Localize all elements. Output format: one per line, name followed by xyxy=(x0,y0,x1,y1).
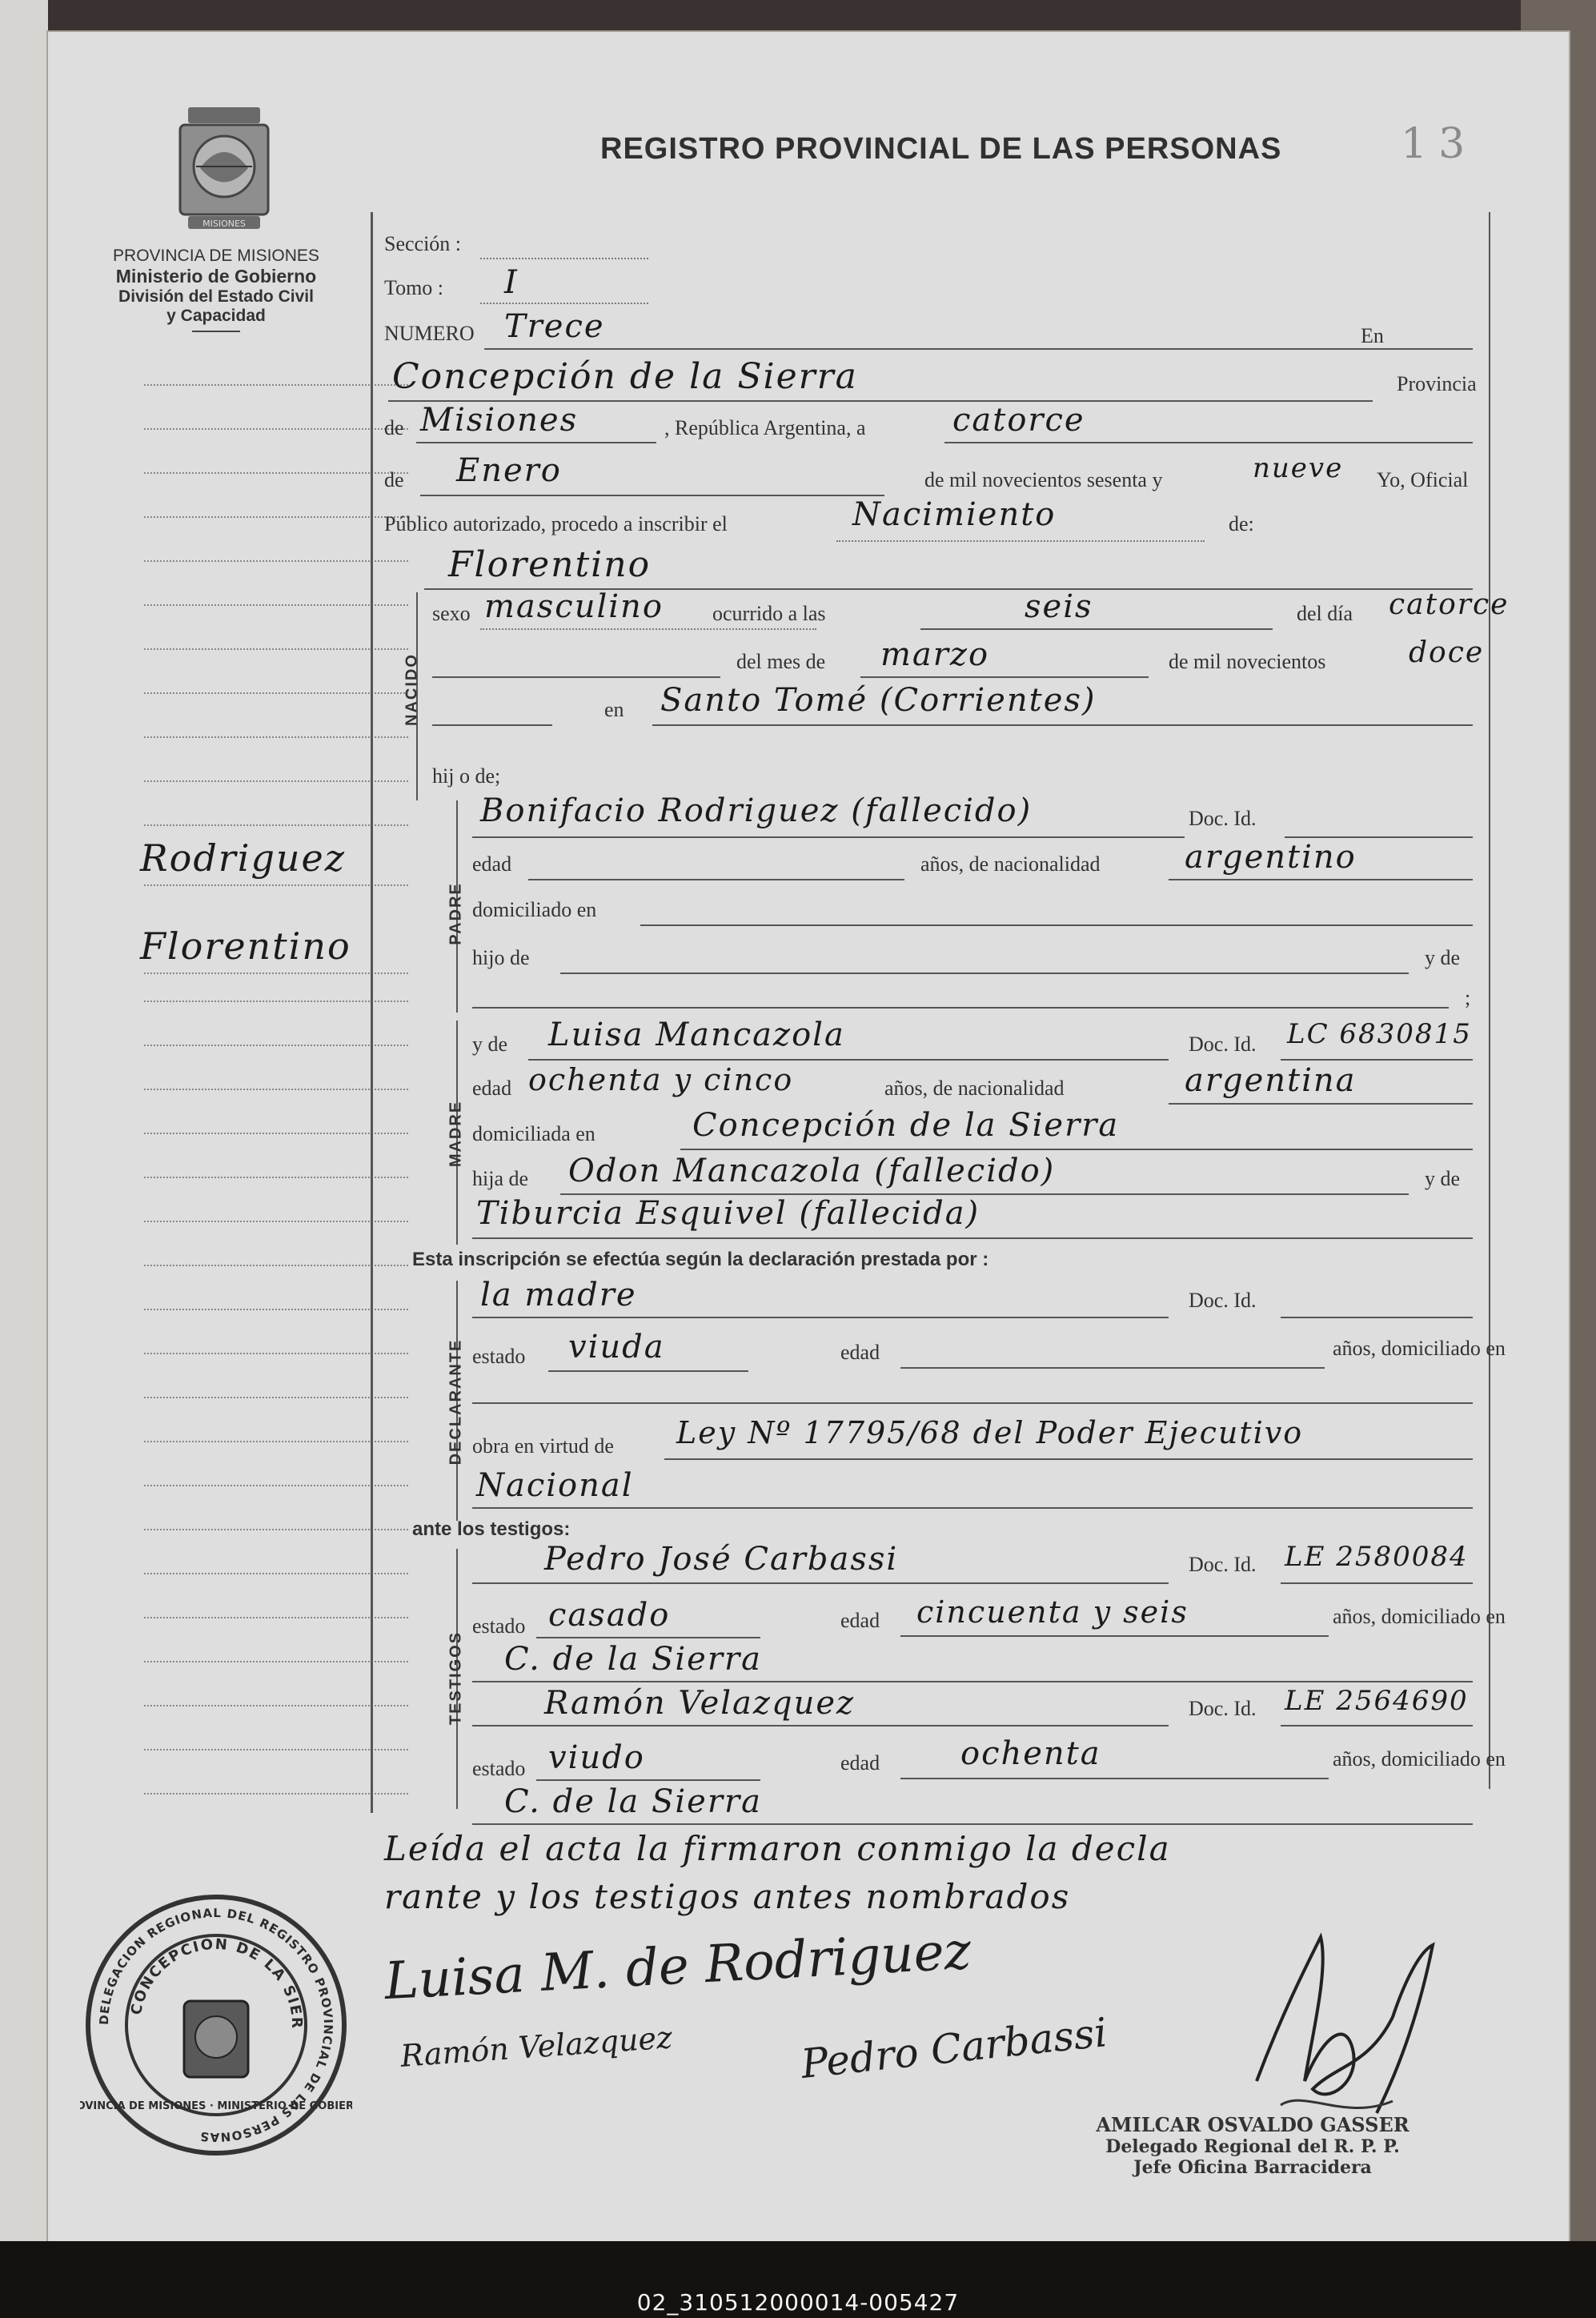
main-vertical-rule xyxy=(371,212,373,1813)
testigo1-edad-line xyxy=(900,1635,1329,1637)
madre-madre-value: Tiburcia Esquivel (fallecida) xyxy=(476,1195,980,1232)
testigo1-domicilio: C. de la Sierra xyxy=(504,1641,762,1678)
padre-nacionalidad: argentino xyxy=(1185,839,1357,876)
seccion-line xyxy=(480,258,648,259)
sexo-value: masculino xyxy=(484,588,664,625)
officer-title-1: Delegado Regional del R. P. P. xyxy=(1105,2136,1400,2157)
madre-doc-label: Doc. Id. xyxy=(1189,1033,1257,1056)
day-line xyxy=(944,442,1473,443)
margin-line xyxy=(144,384,408,386)
provincial-emblem xyxy=(172,104,276,240)
seccion-label: Sección : xyxy=(384,232,462,255)
margin-line xyxy=(144,1617,408,1618)
day-value: catorce xyxy=(952,402,1085,439)
obra-value: Ley Nº 17795/68 del Poder Ejecutivo xyxy=(676,1415,1304,1450)
de-colon-label: de: xyxy=(1229,512,1254,535)
page-title: REGISTRO PROVINCIAL DE LAS PERSONAS xyxy=(600,132,1282,166)
left-page-edge xyxy=(0,0,48,2318)
testigo2-doc-label: Doc. Id. xyxy=(1189,1697,1257,1720)
testigo2-domicilio: C. de la Sierra xyxy=(504,1783,762,1820)
margin-line xyxy=(144,1397,408,1398)
padre-edad-label: edad xyxy=(472,852,512,876)
margin-line xyxy=(144,1309,408,1310)
act-value: Nacimiento xyxy=(852,496,1057,533)
declarante-label: DECLARANTE xyxy=(447,1338,465,1466)
testigo2-edad-label: edad xyxy=(840,1751,880,1775)
ministry-line-2: Ministerio de Gobierno xyxy=(115,266,317,287)
margin-line xyxy=(144,560,408,562)
declarante-doc-line xyxy=(1281,1317,1473,1318)
obra-line-2 xyxy=(472,1507,1473,1509)
margin-line xyxy=(144,1089,408,1090)
republica-label: , República Argentina, a xyxy=(664,416,866,439)
testigo2-doc-value: LE 2564690 xyxy=(1285,1685,1469,1717)
madre-y-de-label-2: y de xyxy=(1425,1167,1461,1190)
signature-testigo-1: Pedro Carbassi xyxy=(799,2009,1109,2087)
declarante-name: la madre xyxy=(480,1277,637,1313)
margin-line xyxy=(144,1485,408,1486)
mes-pre-line xyxy=(432,676,720,678)
page-number: 13 xyxy=(1401,120,1477,168)
testigo1-estado-value: casado xyxy=(548,1597,671,1634)
year-label: de mil novecientos sesenta y xyxy=(924,468,1163,491)
register-page xyxy=(48,32,1569,2241)
year-value: nueve xyxy=(1253,452,1344,484)
declarante-edad-line xyxy=(900,1367,1325,1369)
publico-label: Público autorizado, procedo a inscribir el xyxy=(384,512,728,535)
testigo1-estado-line xyxy=(536,1637,760,1638)
margin-line xyxy=(144,472,408,474)
padre-anos-label: años, de nacionalidad xyxy=(920,852,1101,876)
en-label: En xyxy=(1361,324,1384,347)
signature-declarante: Luisa M. de Rodriguez xyxy=(383,1921,972,2012)
margin-line xyxy=(144,428,408,430)
margin-line xyxy=(144,1001,408,1002)
padre-label: PADRE xyxy=(447,882,465,945)
margin-line xyxy=(144,604,408,606)
padre-hijo-de-label: hijo de xyxy=(472,946,530,969)
margin-line xyxy=(144,1749,408,1751)
testigo1-domicilio-line xyxy=(472,1681,1473,1682)
nacido-en-label: en xyxy=(604,698,624,721)
mes-value: marzo xyxy=(880,636,990,673)
tomo-line xyxy=(480,303,648,304)
testigo2-estado-line xyxy=(536,1779,760,1781)
testigo1-name: Pedro José Carbassi xyxy=(544,1541,899,1578)
testigo2-estado-value: viudo xyxy=(548,1739,645,1776)
numero-line xyxy=(484,348,1405,350)
testigo1-anos-label: años, domiciliado en xyxy=(1333,1605,1506,1628)
madre-doc-line xyxy=(1281,1059,1473,1061)
place-value: Concepción de la Sierra xyxy=(392,356,858,397)
hora-value: seis xyxy=(1025,588,1093,625)
de-label: de xyxy=(384,416,404,439)
madre-edad-label: edad xyxy=(472,1077,512,1100)
margin-surname: Rodriguez xyxy=(140,836,347,880)
mes-line xyxy=(860,676,1149,678)
declarante-estado-value: viuda xyxy=(568,1329,665,1366)
officer-signature xyxy=(1233,1921,1457,2137)
padre-nac-line xyxy=(1169,879,1473,880)
margin-line xyxy=(144,780,408,782)
hijo-label: hij o de; xyxy=(432,764,501,788)
officer-name: AMILCAR OSVALDO GASSER xyxy=(1096,2113,1410,2136)
declarante-estado-label: estado xyxy=(472,1345,526,1368)
madre-edad-value: ochenta y cinco xyxy=(528,1062,794,1097)
provincia-label: Provincia xyxy=(1397,372,1477,395)
province-line xyxy=(416,442,656,443)
margin-line xyxy=(144,1133,408,1134)
month-line xyxy=(420,495,884,496)
madre-nac-line xyxy=(1169,1103,1473,1105)
tomo-label: Tomo : xyxy=(384,276,444,299)
madre-name-line xyxy=(528,1059,1169,1061)
margin-line xyxy=(144,516,408,518)
de-label-2: de xyxy=(384,468,404,491)
closing-line-1: Leída el acta la firmaron conmigo la decla xyxy=(384,1829,1171,1868)
signature-scribble-icon xyxy=(1233,1921,1457,2137)
emblem-icon xyxy=(172,104,276,240)
madre-name: Luisa Mancazola xyxy=(548,1017,845,1053)
anio-value: doce xyxy=(1409,636,1485,669)
madre-label: MADRE xyxy=(447,1100,465,1168)
officer-block xyxy=(1085,2113,1421,2178)
lugar-line xyxy=(652,724,1473,726)
margin-line xyxy=(144,692,408,694)
testigo2-edad-line xyxy=(900,1778,1329,1779)
declarante-domicilio-line xyxy=(472,1402,1473,1404)
madre-padre-value: Odon Mancazola (fallecido) xyxy=(568,1153,1056,1189)
ministry-line-3: División del Estado Civil xyxy=(118,287,314,306)
padre-name: Bonifacio Rodriguez (fallecido) xyxy=(480,792,1033,829)
madre-madre-line xyxy=(472,1237,1473,1239)
padre-y-de-line xyxy=(472,1007,1449,1009)
padre-hijo-de-line xyxy=(560,973,1409,974)
tomo-value: I xyxy=(504,264,519,301)
sexo-line xyxy=(480,628,816,630)
testigo1-doc-label: Doc. Id. xyxy=(1189,1553,1257,1576)
province-value: Misiones xyxy=(420,402,579,439)
margin-given-name: Florentino xyxy=(140,924,351,968)
madre-hija-de-label: hija de xyxy=(472,1167,529,1190)
madre-domicilio-line xyxy=(680,1149,1473,1150)
oficial-label: Yo, Oficial xyxy=(1377,468,1469,491)
numero-value: Trece xyxy=(504,308,605,345)
margin-line xyxy=(144,1573,408,1574)
hora-line xyxy=(920,628,1273,630)
closing-line-2: rante y los testigos antes nombrados xyxy=(384,1877,1071,1916)
declarante-name-line xyxy=(472,1317,1169,1318)
declarante-anos-label: años, domiciliado en xyxy=(1333,1337,1506,1360)
margin-line xyxy=(144,1045,408,1046)
padre-y-de-label: y de xyxy=(1425,946,1461,969)
declarante-intro: Esta inscripción se efectúa según la declaración prestada por : xyxy=(412,1249,989,1270)
ministry-divider xyxy=(192,331,240,332)
padre-domicilio-line xyxy=(640,924,1473,926)
act-line xyxy=(836,540,1205,542)
dia-value: catorce xyxy=(1389,588,1510,621)
seal-bottom-text: OVINCIA DE MISIONES · MINISTERIO DE GOBIER xyxy=(80,2100,352,2112)
seal-outer-text: DELEGACION REGIONAL DEL REGISTRO PROVINCIAL DE LAS PERSONAS xyxy=(96,1905,336,2145)
ministry-block xyxy=(80,247,352,332)
margin-line xyxy=(144,1705,408,1706)
testigo1-doc-line xyxy=(1281,1582,1473,1584)
declarante-estado-line xyxy=(548,1370,748,1372)
madre-y-de-label: y de xyxy=(472,1033,508,1056)
seal-icon xyxy=(80,1889,352,2161)
madre-domicilio-value: Concepción de la Sierra xyxy=(692,1107,1120,1144)
official-seal xyxy=(80,1889,352,2161)
testigo1-name-line xyxy=(472,1582,1169,1584)
signature-testigo-2: Ramón Velazquez xyxy=(399,2019,674,2074)
padre-domicilio-label: domiciliado en xyxy=(472,898,597,921)
padre-doc-label: Doc. Id. xyxy=(1189,807,1257,830)
testigo2-domicilio-line xyxy=(472,1823,1473,1825)
testigos-label: TESTIGOS xyxy=(447,1630,465,1726)
ministry-line-1: PROVINCIA DE MISIONES xyxy=(113,247,319,265)
margin-line xyxy=(144,1793,408,1795)
obra-label: obra en virtud de xyxy=(472,1434,614,1458)
mes-label: del mes de xyxy=(736,650,826,673)
registrant-name: Florentino xyxy=(448,544,652,585)
numero-label: NUMERO xyxy=(384,322,475,345)
margin-line xyxy=(144,1177,408,1178)
obra-line xyxy=(664,1458,1473,1460)
ministry-line-4: y Capacidad xyxy=(166,307,266,325)
month-value: Enero xyxy=(456,452,562,489)
madre-doc-value: LC 6830815 xyxy=(1287,1018,1472,1050)
testigo2-name: Ramón Velazquez xyxy=(544,1685,856,1722)
en-pre-line xyxy=(432,724,552,726)
declarante-doc-label: Doc. Id. xyxy=(1189,1289,1257,1312)
en-line xyxy=(1401,348,1473,350)
sexo-label: sexo xyxy=(432,602,471,625)
declarante-edad-label: edad xyxy=(840,1341,880,1364)
testigo2-edad-value: ochenta xyxy=(960,1735,1101,1772)
testigos-intro: ante los testigos: xyxy=(412,1518,571,1540)
margin-line xyxy=(144,1265,408,1266)
testigo1-edad-label: edad xyxy=(840,1609,880,1632)
margin-line xyxy=(144,824,408,826)
padre-edad-line xyxy=(528,879,904,880)
testigo1-estado-label: estado xyxy=(472,1614,526,1638)
padre-semicolon: ; xyxy=(1465,986,1471,1009)
padre-name-line xyxy=(472,836,1185,838)
margin-line xyxy=(144,1353,408,1354)
padre-doc-line xyxy=(1285,836,1473,838)
margin-line xyxy=(144,648,408,650)
margin-line xyxy=(144,1661,408,1662)
madre-anos-label: años, de nacionalidad xyxy=(884,1077,1065,1100)
margin-line xyxy=(144,736,408,738)
del-dia-label: del día xyxy=(1297,602,1353,625)
testigo2-anos-label: años, domiciliado en xyxy=(1333,1747,1506,1771)
anio-label: de mil novecientos xyxy=(1169,650,1326,673)
obra-value-2: Nacional xyxy=(476,1467,634,1504)
image-caption: 02_310512000014-005427 xyxy=(636,2289,960,2316)
testigo2-doc-line xyxy=(1281,1725,1473,1726)
testigo1-doc-value: LE 2580084 xyxy=(1285,1541,1469,1573)
margin-line xyxy=(144,1221,408,1222)
margin-line xyxy=(144,884,408,886)
margin-line xyxy=(144,1441,408,1442)
nacido-label: NACIDO xyxy=(403,653,421,726)
testigo2-name-line xyxy=(472,1725,1169,1726)
margin-line xyxy=(144,1529,408,1530)
madre-domicilio-label: domiciliada en xyxy=(472,1122,595,1145)
seal-inner-text: CONCEPCION DE LA SIER xyxy=(127,1935,306,2031)
right-vertical-rule xyxy=(1489,212,1490,1789)
testigo1-edad-value: cincuenta y seis xyxy=(916,1594,1189,1630)
madre-nacionalidad: argentina xyxy=(1185,1062,1357,1099)
ocurrido-label: ocurrido a las xyxy=(712,602,826,625)
margin-line xyxy=(144,973,408,974)
svg-text:MISIONES: MISIONES xyxy=(203,219,246,229)
officer-title-2: Jefe Oficina Barracidera xyxy=(1133,2157,1372,2178)
testigo2-estado-label: estado xyxy=(472,1757,526,1780)
lugar-value: Santo Tomé (Corrientes) xyxy=(660,682,1097,719)
